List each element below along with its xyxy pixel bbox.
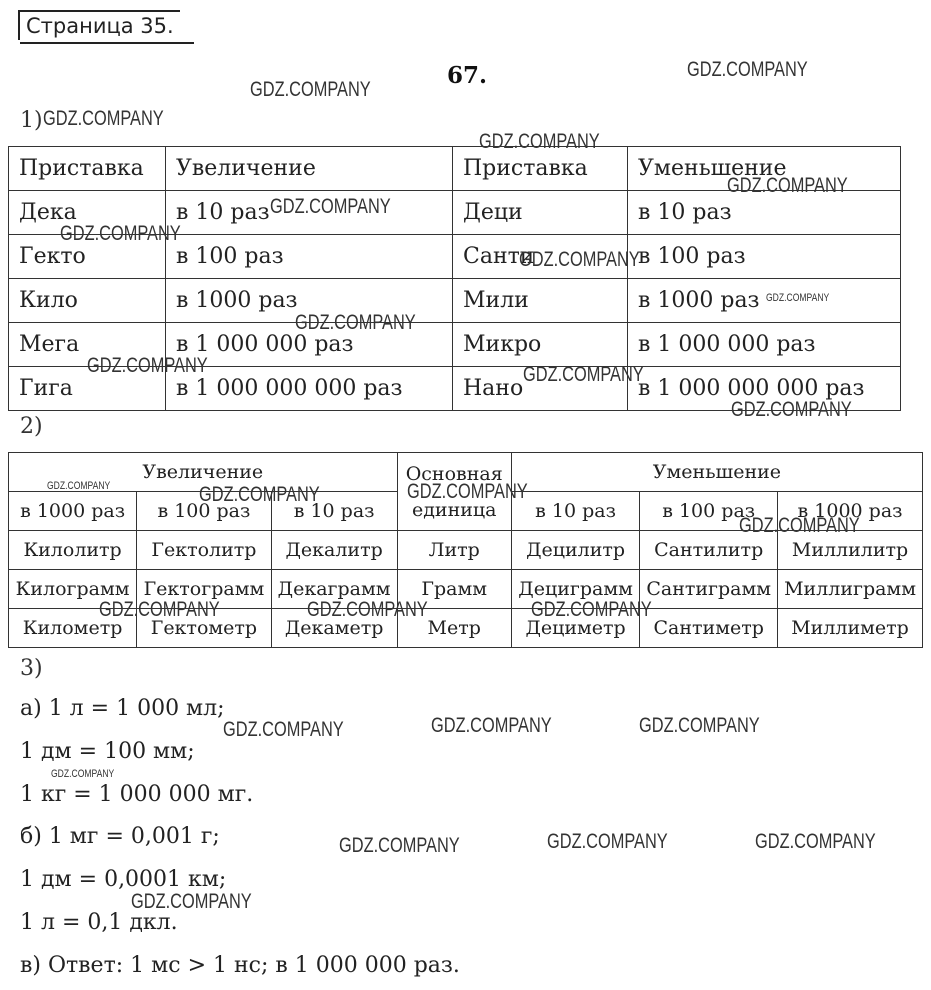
table-cell: Кило	[9, 279, 166, 323]
watermark: GDZ.COMPANY	[339, 834, 460, 857]
table-cell: Километр	[9, 609, 137, 648]
table-header-cell: Приставка	[453, 147, 628, 191]
table-cell: Сантилитр	[640, 531, 778, 570]
table-cell: Мили	[453, 279, 628, 323]
base-unit-header: Основная единица	[397, 453, 511, 531]
table-cell: в 1 000 000 000 раз	[166, 367, 453, 411]
watermark: GDZ.COMPANY	[295, 311, 416, 334]
table-header-cell: в 100 раз	[137, 492, 271, 531]
answer-line: а) 1 л = 1 000 мл;	[20, 696, 225, 721]
watermark: GDZ.COMPANY	[727, 174, 848, 197]
table-cell: в 10 раз	[628, 191, 901, 235]
table-header-cell: в 10 раз	[271, 492, 397, 531]
table-cell: Санти	[453, 235, 628, 279]
table-cell: Мега	[9, 323, 166, 367]
section-2-label: 2)	[20, 414, 43, 439]
section-3-label: 3)	[20, 656, 43, 681]
answer-line: в) Ответ: 1 мс > 1 нс; в 1 000 000 раз.	[20, 953, 460, 978]
table-cell: Гектолитр	[137, 531, 271, 570]
table-cell: Миллиграмм	[778, 570, 923, 609]
page-label: Страница 35.	[18, 10, 180, 40]
table-cell: Декаметр	[271, 609, 397, 648]
table-cell: Дека	[9, 191, 166, 235]
watermark: GDZ.COMPANY	[766, 292, 830, 304]
watermark: GDZ.COMPANY	[479, 130, 600, 153]
watermark: GDZ.COMPANY	[47, 480, 111, 492]
watermark: GDZ.COMPANY	[739, 514, 860, 537]
watermark: GDZ.COMPANY	[131, 890, 252, 913]
watermark: GDZ.COMPANY	[99, 598, 220, 621]
table-header-cell: Приставка	[9, 147, 166, 191]
table-cell: Гектометр	[137, 609, 271, 648]
table-header-cell: Уменьшение	[628, 147, 901, 191]
watermark: GDZ.COMPANY	[270, 195, 391, 218]
watermark: GDZ.COMPANY	[223, 718, 344, 741]
watermark: GDZ.COMPANY	[639, 714, 760, 737]
table-cell: Килолитр	[9, 531, 137, 570]
decrease-header: Уменьшение	[511, 453, 922, 492]
watermark: GDZ.COMPANY	[523, 363, 644, 386]
watermark: GDZ.COMPANY	[307, 598, 428, 621]
watermark: GDZ.COMPANY	[250, 78, 371, 101]
table-cell: в 1 000 000 раз	[628, 323, 901, 367]
table-cell: в 100 раз	[628, 235, 901, 279]
watermark: GDZ.COMPANY	[407, 480, 528, 503]
table-cell: Килограмм	[9, 570, 137, 609]
table-cell: Миллиметр	[778, 609, 923, 648]
table-cell: Метр	[397, 609, 511, 648]
table-cell: в 100 раз	[166, 235, 453, 279]
table-cell: в 1000 раз	[166, 279, 453, 323]
watermark: GDZ.COMPANY	[731, 398, 852, 421]
table-cell: Нано	[453, 367, 628, 411]
table-cell: Сантиметр	[640, 609, 778, 648]
table-cell: в 10 раз	[166, 191, 453, 235]
watermark: GDZ.COMPANY	[43, 107, 164, 130]
table-cell: в 1 000 000 раз	[166, 323, 453, 367]
table-header-cell: в 100 раз	[640, 492, 778, 531]
watermark: GDZ.COMPANY	[687, 58, 808, 81]
table-cell: Гектограмм	[137, 570, 271, 609]
answer-line: 1 дм = 0,0001 км;	[20, 867, 227, 892]
table-cell: Гига	[9, 367, 166, 411]
watermark: GDZ.COMPANY	[51, 768, 115, 780]
table-header-cell: в 1000 раз	[9, 492, 137, 531]
watermark: GDZ.COMPANY	[431, 714, 552, 737]
increase-header: Увеличение	[9, 453, 398, 492]
table-cell: Децилитр	[511, 531, 639, 570]
table-cell: Дециметр	[511, 609, 639, 648]
table-header-cell: в 10 раз	[511, 492, 639, 531]
answer-line: 1 кг = 1 000 000 мг.	[20, 782, 254, 807]
table-cell: Миллилитр	[778, 531, 923, 570]
table-cell: в 1 000 000 000 раз	[628, 367, 901, 411]
table-cell: Декаграмм	[271, 570, 397, 609]
table-cell: Литр	[397, 531, 511, 570]
answer-line: б) 1 мг = 0,001 г;	[20, 824, 220, 849]
table-cell: Грамм	[397, 570, 511, 609]
table-cell: в 1000 раз	[628, 279, 901, 323]
watermark: GDZ.COMPANY	[531, 598, 652, 621]
table-cell: Дециграмм	[511, 570, 639, 609]
task-number: 67.	[447, 62, 488, 89]
watermark: GDZ.COMPANY	[519, 248, 640, 271]
watermark: GDZ.COMPANY	[199, 483, 320, 506]
table-header-cell: Увеличение	[166, 147, 453, 191]
table-cell: Сантиграмм	[640, 570, 778, 609]
table-cell: Гекто	[9, 235, 166, 279]
table-header-cell: в 1000 раз	[778, 492, 923, 531]
watermark: GDZ.COMPANY	[755, 830, 876, 853]
watermark: GDZ.COMPANY	[60, 222, 181, 245]
answer-line: 1 л = 0,1 дкл.	[20, 910, 178, 935]
watermark: GDZ.COMPANY	[87, 354, 208, 377]
section-1-label: 1)	[20, 108, 43, 133]
table-cell: Деци	[453, 191, 628, 235]
watermark: GDZ.COMPANY	[547, 830, 668, 853]
table-cell: Декалитр	[271, 531, 397, 570]
table-cell: Микро	[453, 323, 628, 367]
answer-line: 1 дм = 100 мм;	[20, 739, 195, 764]
